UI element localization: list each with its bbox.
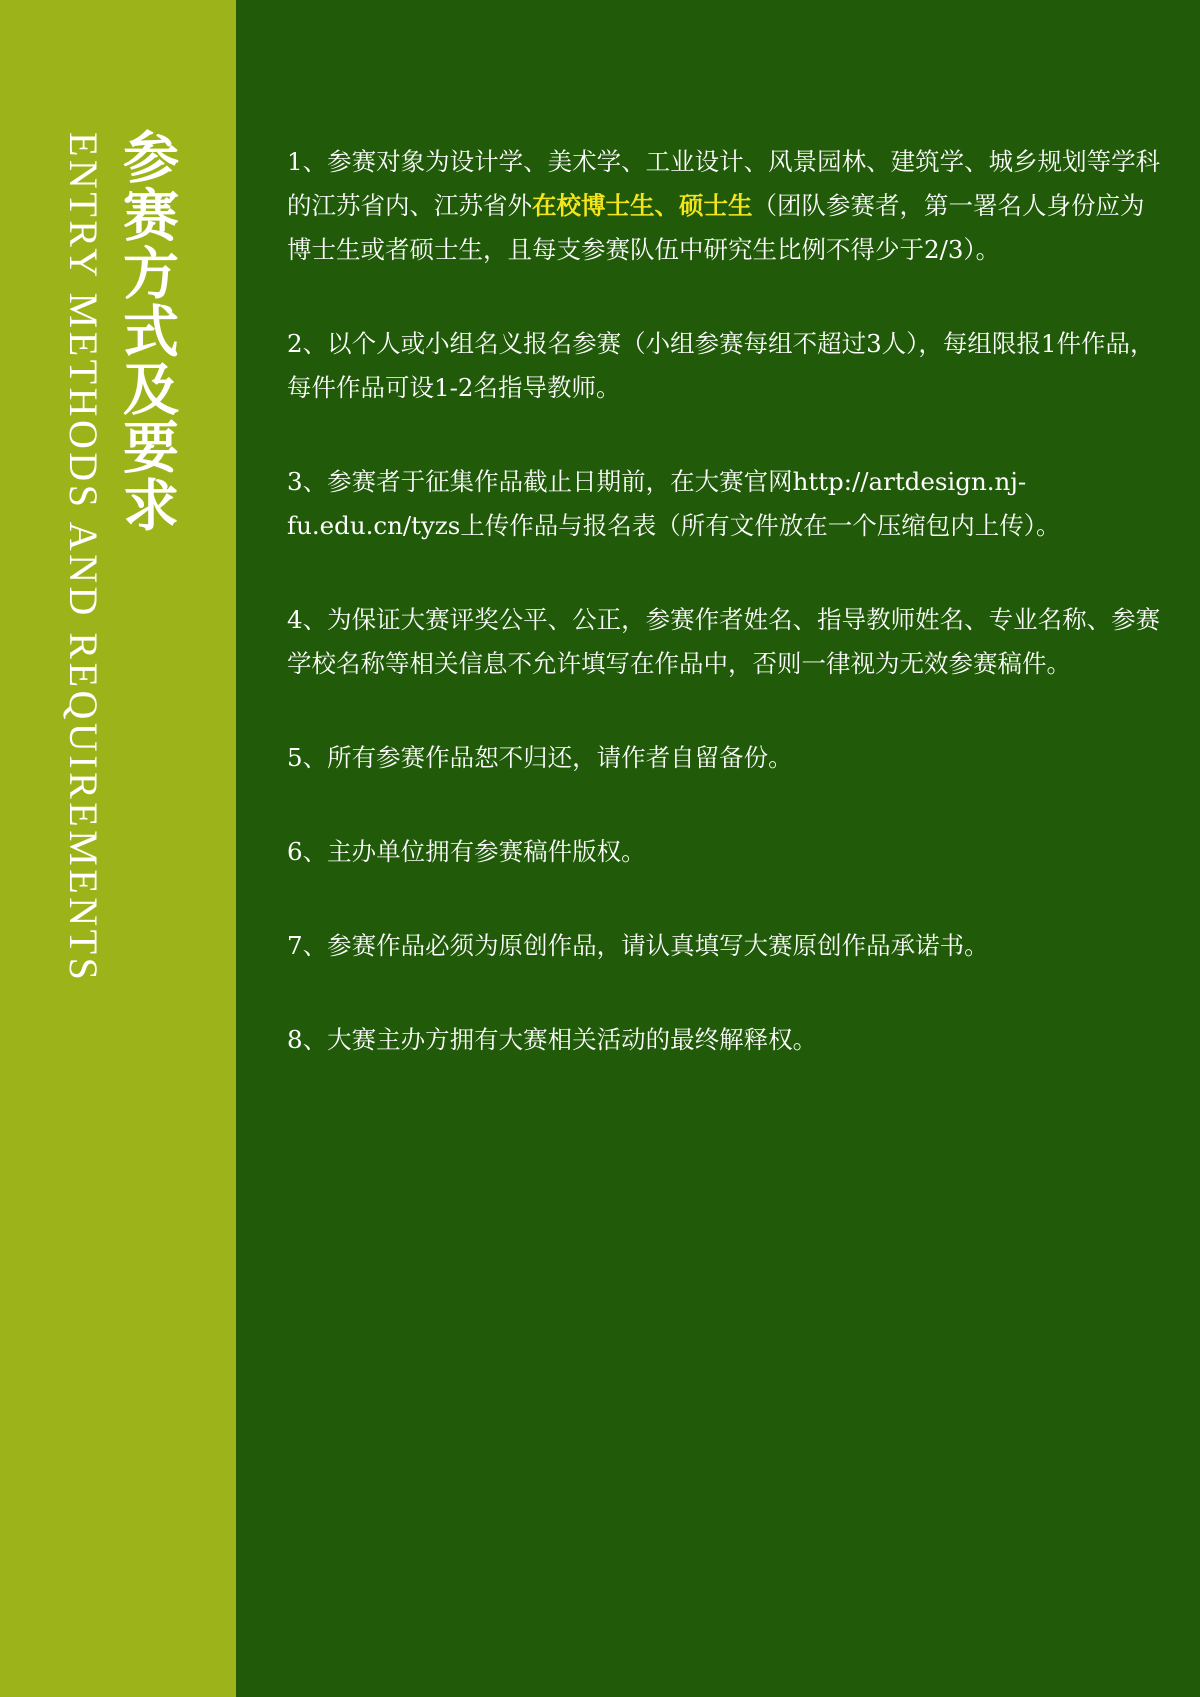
requirement-item-2: 2、以个人或小组名义报名参赛（小组参赛每组不超过3人），每组限报1件作品，每件作品可设1-2名指导教师。 [287,329,1155,402]
section-title-english: ENTRY METHODS AND REQUIREMENTS [61,132,106,984]
requirements-list [287,140,1167,1112]
requirement-item-6: 6、主办单位拥有参赛稿件版权。 [287,837,646,866]
requirement-1-text-end: （团队参赛者，第一署名人身份应为博士生或者硕士生，且每支参赛队伍中研究生比例不得少于2/3）。 [287,191,1145,264]
requirement-item-1 [287,140,1167,272]
requirement-item-3: 3、参赛者于征集作品截止日期前，在大赛官网http://artdesign.nj-fu.edu.cn/tyzs上传作品与报名表（所有文件放在一个压缩包内上传）。 [287,467,1061,540]
requirement-item-7: 7、参赛作品必须为原创作品，请认真填写大赛原创作品承诺书。 [287,931,989,960]
section-title-chinese: 参赛方式及要求 [114,128,180,534]
sidebar [0,0,236,1697]
requirement-item-5: 5、所有参赛作品恕不归还，请作者自留备份。 [287,743,793,772]
requirement-1-highlight: 在校博士生、硕士生 [532,191,753,220]
requirement-1-text-start: 1、参赛对象为设计学、美术学、工业设计、风景园林、建筑学、城乡规划等学科的江苏省内、江苏省外 [287,147,1161,220]
requirement-item-4: 4、为保证大赛评奖公平、公正，参赛作者姓名、指导教师姓名、专业名称、参赛学校名称等相关信息不允许填写在作品中，否则一律视为无效参赛稿件。 [287,605,1161,678]
main-content-panel [236,0,1200,1697]
requirement-item-8: 8、大赛主办方拥有大赛相关活动的最终解释权。 [287,1025,818,1054]
